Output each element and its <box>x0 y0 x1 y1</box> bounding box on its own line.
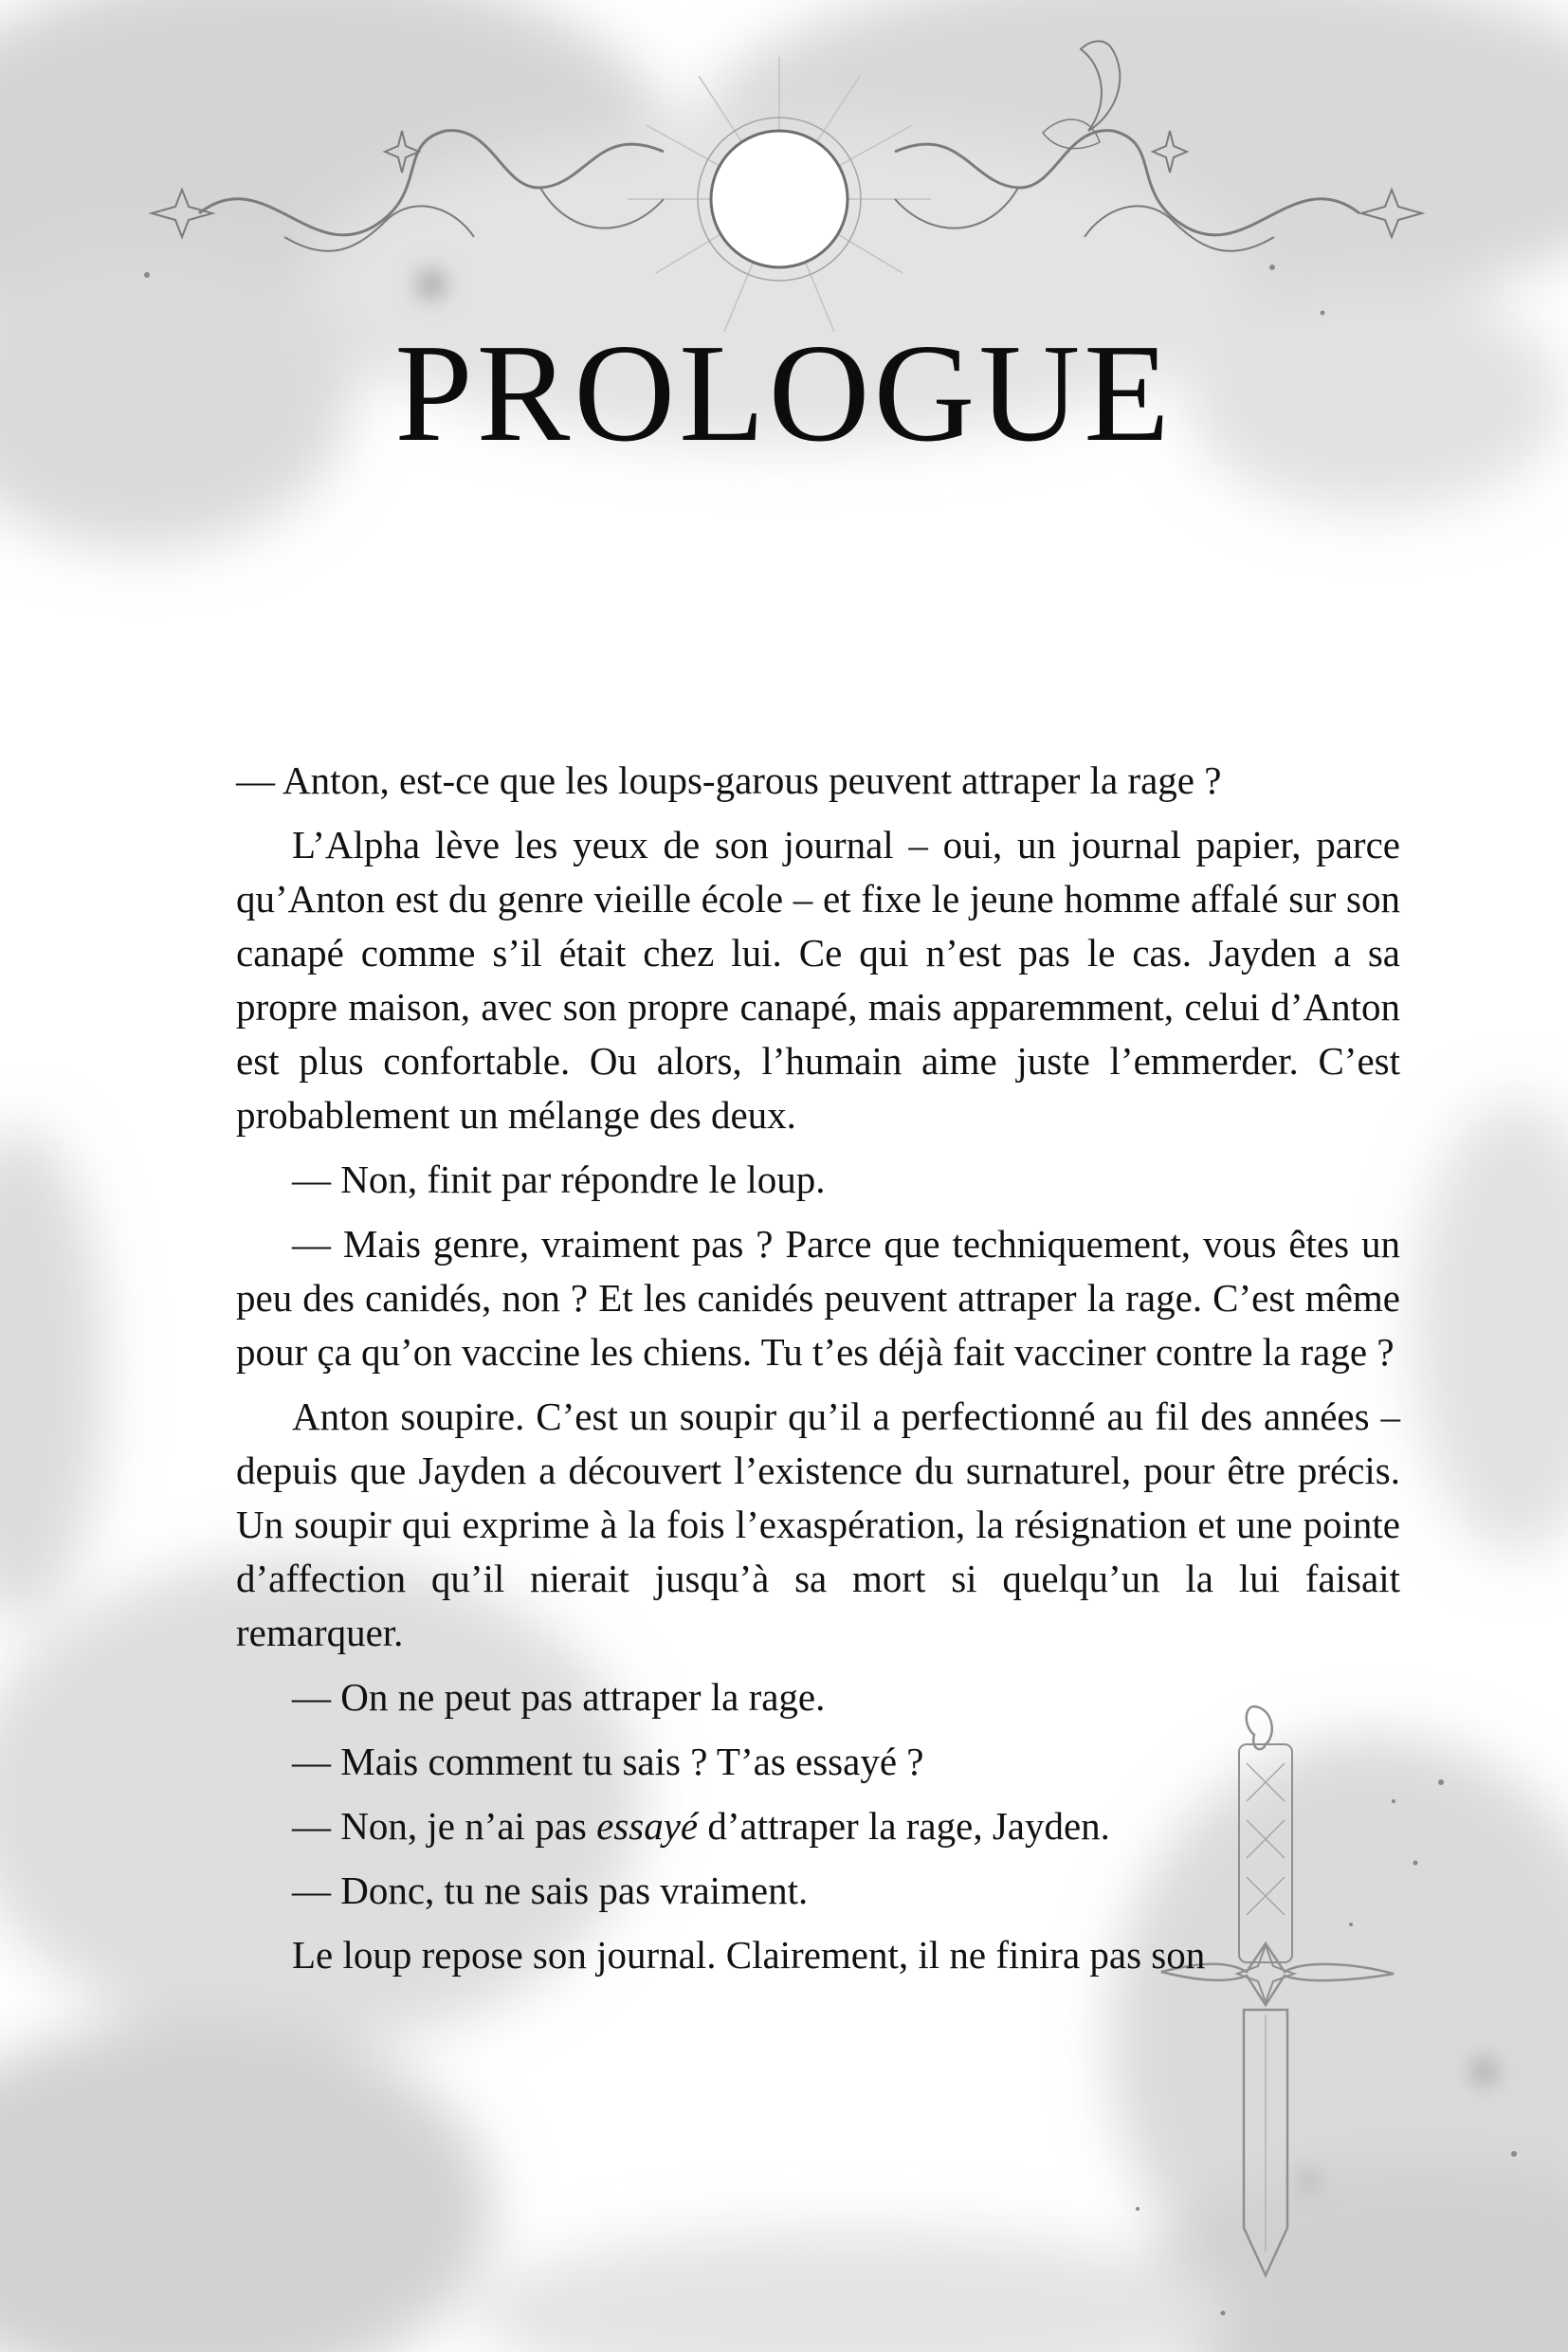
paragraph: — On ne peut pas attraper la rage. <box>292 1675 826 1719</box>
emphasized-word: essayé <box>596 1804 699 1848</box>
paragraph: — Mais comment tu sais ? T’as essayé ? <box>292 1740 924 1783</box>
paragraph: L’Alpha lève les yeux de son journal – oui, un journal papier, parce qu’Anton est du genre vieille école – et fixe le jeune homme affalé sur son canapé comme s’il était chez lui. Ce qui n’est pas le cas. Jayden a sa propre maison, avec son propre canapé, mais apparemment, celui d’Anton est plus confortable. Ou alors, l’humain aime juste l’emmerder. C’est probablement un mélange des deux. <box>236 823 1400 1137</box>
paragraph: — Donc, tu ne sais pas vraiment. <box>292 1869 809 1912</box>
paragraph: — Mais genre, vraiment pas ? Parce que techniquement, vous êtes un peu des canidés, non ? Et les canidés peuvent attraper la rage. C’est même pour ça qu’on vaccine les chiens. Tu t’es déjà fait vacciner contre la rage ? <box>236 1222 1400 1374</box>
paragraph: — Anton, est-ce que les loups-garous peuvent attraper la rage ? <box>236 758 1222 802</box>
prologue-text <box>236 754 1400 1993</box>
text-segment: d’attraper la rage, Jayden. <box>698 1804 1110 1848</box>
sun-ornament-illustration <box>95 19 1479 360</box>
text-segment: — Non, je n’ai pas <box>292 1804 597 1848</box>
chapter-title: PROLOGUE <box>394 316 1174 471</box>
paragraph: Le loup repose son journal. Clairement, il ne finira pas son <box>292 1933 1206 1977</box>
paragraph <box>236 1799 1400 1853</box>
paragraph: Anton soupire. C’est un soupir qu’il a perfectionné au fil des années – depuis que Jayden a découvert l’existence du surnaturel, pour être précis. Un soupir qui exprime à la fois l’exaspération, la résignation et une pointe d’affection qu’il nierait jusqu’à sa mort si quelqu’un la lui faisait remarquer. <box>236 1395 1400 1654</box>
paragraph: — Non, finit par répondre le loup. <box>292 1158 826 1201</box>
